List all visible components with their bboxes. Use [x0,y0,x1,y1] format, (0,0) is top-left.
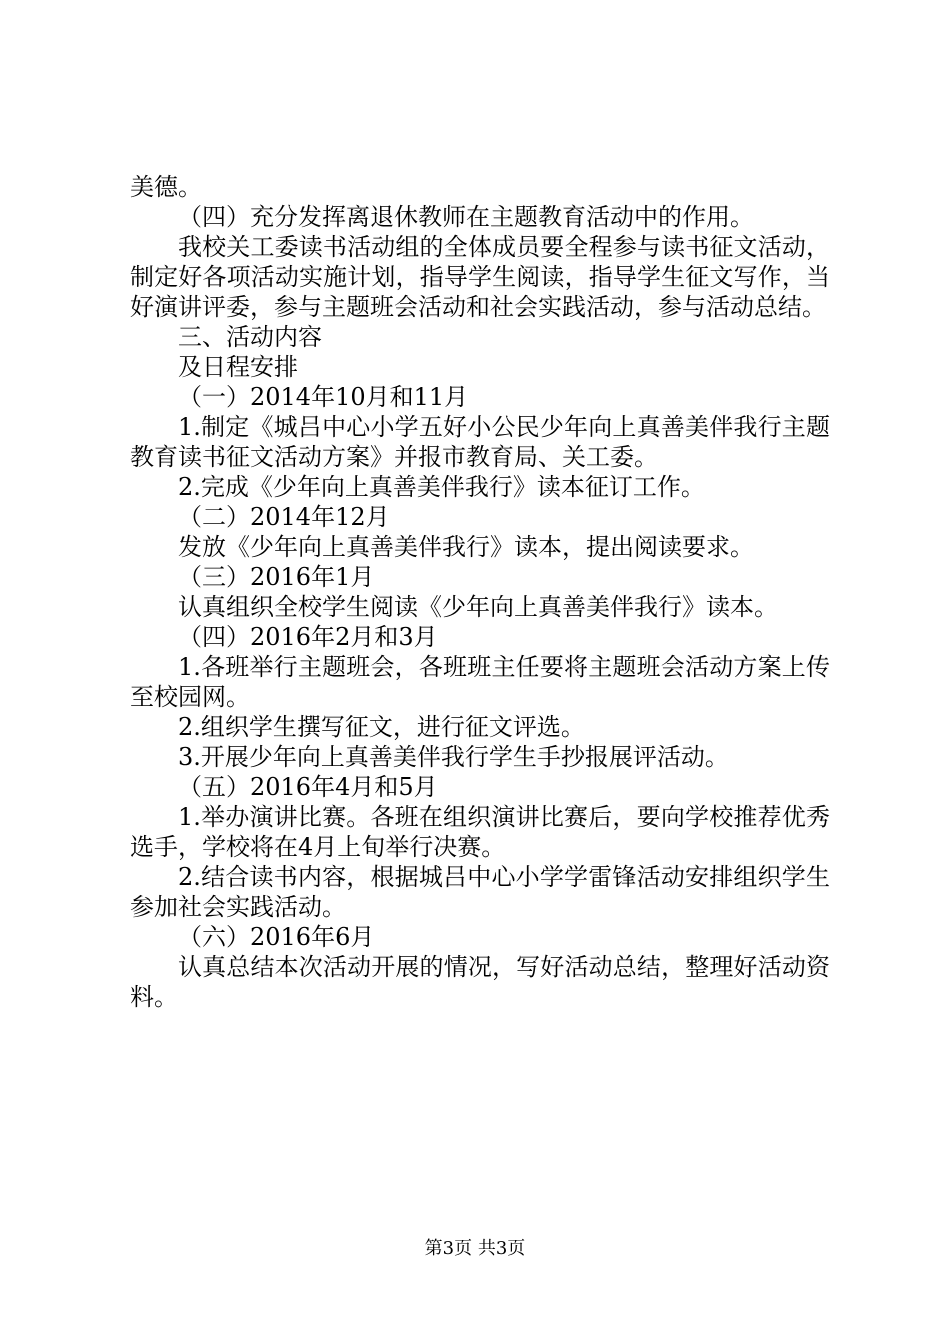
date-heading: （四）2016年2月和3月 [178,623,438,651]
list-item: 2.结合读书内容，根据城吕中心小学学雷锋活动安排组织学生参加社会实践活动。 [130,863,830,921]
paragraph: 发放《少年向上真善美伴我行》读本，提出阅读要求。 [178,533,754,561]
section-heading: 三、活动内容 [178,323,322,351]
date-heading: （六）2016年6月 [178,923,375,951]
page-footer: 第3页 共3页 [424,1238,526,1259]
paragraph: 我校关工委读书活动组的全体成员要全程参与读书征文活动，制定好各项活动实施计划，指导学生阅读，指导学生征文写作，当好演讲评委，参与主题班会活动和社会实践活动，参与活动总结。 [130,233,830,321]
paragraph: 认真组织全校学生阅读《少年向上真善美伴我行》读本。 [178,593,778,621]
list-item: 1.制定《城吕中心小学五好小公民少年向上真善美伴我行主题教育读书征文活动方案》并报市教育局、关工委。 [130,413,830,471]
paragraph: 认真总结本次活动开展的情况，写好活动总结，整理好活动资料。 [130,953,830,1011]
list-item: 1.举办演讲比赛。各班在组织演讲比赛后，要向学校推荐优秀选手，学校将在4月上旬举行决赛。 [130,803,830,861]
date-heading: （三）2016年1月 [178,563,375,591]
date-heading: （一）2014年10月和11月 [178,383,469,411]
section-heading: 及日程安排 [178,353,298,381]
section-heading: （四）充分发挥离退休教师在主题教育活动中的作用。 [178,203,754,231]
list-item: 2.组织学生撰写征文，进行征文评选。 [178,713,585,741]
date-heading: （二）2014年12月 [178,503,390,531]
paragraph: 美德。 [130,173,202,201]
document-body [130,172,830,1012]
list-item: 2.完成《少年向上真善美伴我行》读本征订工作。 [178,473,705,501]
date-heading: （五）2016年4月和5月 [178,773,438,801]
list-item: 3.开展少年向上真善美伴我行学生手抄报展评活动。 [178,743,729,771]
list-item: 1.各班举行主题班会，各班班主任要将主题班会活动方案上传至校园网。 [130,653,830,711]
